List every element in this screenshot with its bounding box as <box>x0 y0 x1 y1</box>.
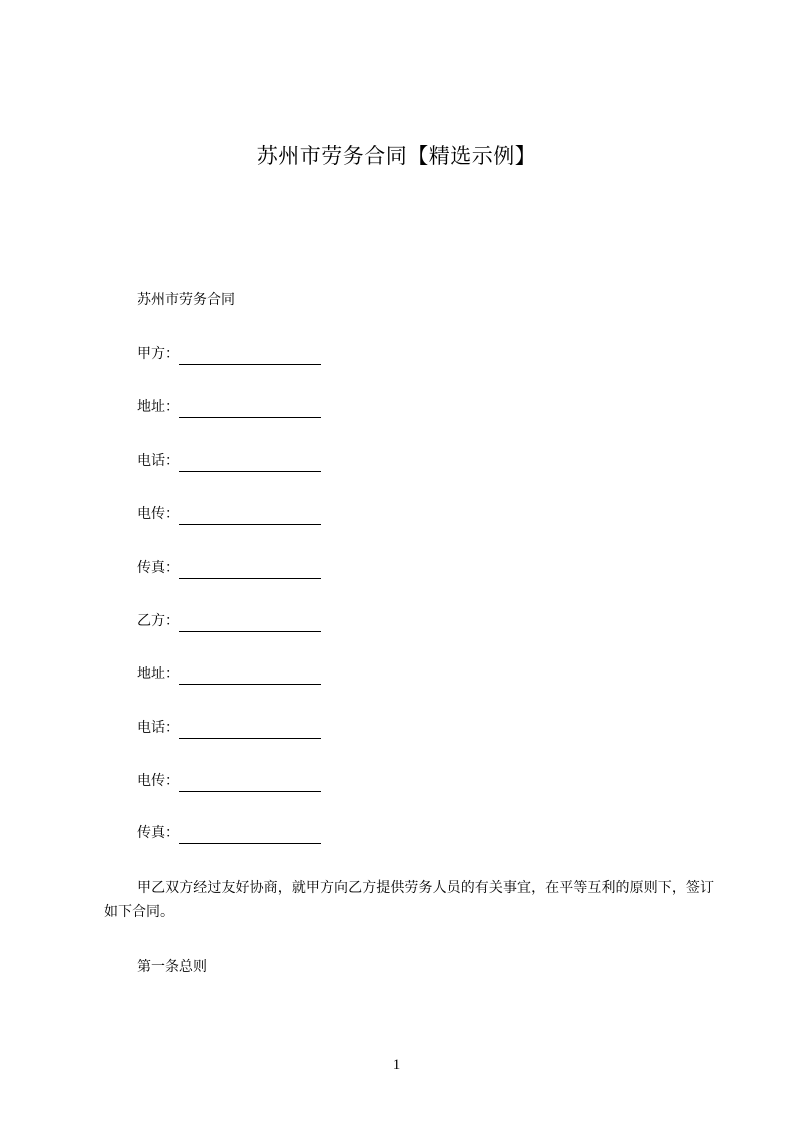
contract-subtitle: 苏州市劳务合同 <box>137 292 235 308</box>
party-a-phone-field <box>137 450 321 472</box>
party-b-telex-field <box>137 770 321 792</box>
party-b-address-field <box>137 663 321 685</box>
party-a-label: 甲方： <box>137 346 179 362</box>
party-b-phone-field <box>137 717 321 739</box>
page-number: 1 <box>392 1057 401 1073</box>
party-b-address-blank-line[interactable] <box>179 667 321 685</box>
party-a-address-label: 地址： <box>137 399 179 415</box>
party-b-fax-blank-line[interactable] <box>179 826 321 844</box>
party-b-blank-line[interactable] <box>179 614 321 632</box>
party-a-field <box>137 343 321 365</box>
party-a-address-blank-line[interactable] <box>179 400 321 418</box>
party-a-fax-label: 传真： <box>137 560 179 576</box>
intro-paragraph: 甲乙双方经过友好协商，就甲方向乙方提供劳务人员的有关事宜，在平等互利的原则下，签订如下合同。 <box>104 880 714 920</box>
party-a-address-field <box>137 396 321 418</box>
party-a-phone-label: 电话： <box>137 453 179 469</box>
party-b-telex-label: 电传： <box>137 773 179 789</box>
party-b-address-label: 地址： <box>137 666 179 682</box>
party-b-label: 乙方： <box>137 613 179 629</box>
party-b-field <box>137 610 321 632</box>
party-a-telex-label: 电传： <box>137 506 179 522</box>
party-b-phone-label: 电话： <box>137 720 179 736</box>
party-a-fax-blank-line[interactable] <box>179 561 321 579</box>
party-b-telex-blank-line[interactable] <box>179 774 321 792</box>
party-a-phone-blank-line[interactable] <box>179 454 321 472</box>
document-title: 苏州市劳务合同【精选示例】 <box>256 144 537 168</box>
party-a-blank-line[interactable] <box>179 347 321 365</box>
party-a-telex-blank-line[interactable] <box>179 507 321 525</box>
party-b-fax-field <box>137 822 321 844</box>
party-a-fax-field <box>137 557 321 579</box>
party-b-phone-blank-line[interactable] <box>179 721 321 739</box>
party-b-fax-label: 传真： <box>137 825 179 841</box>
party-a-telex-field <box>137 503 321 525</box>
section-heading: 第一条总则 <box>137 959 207 975</box>
